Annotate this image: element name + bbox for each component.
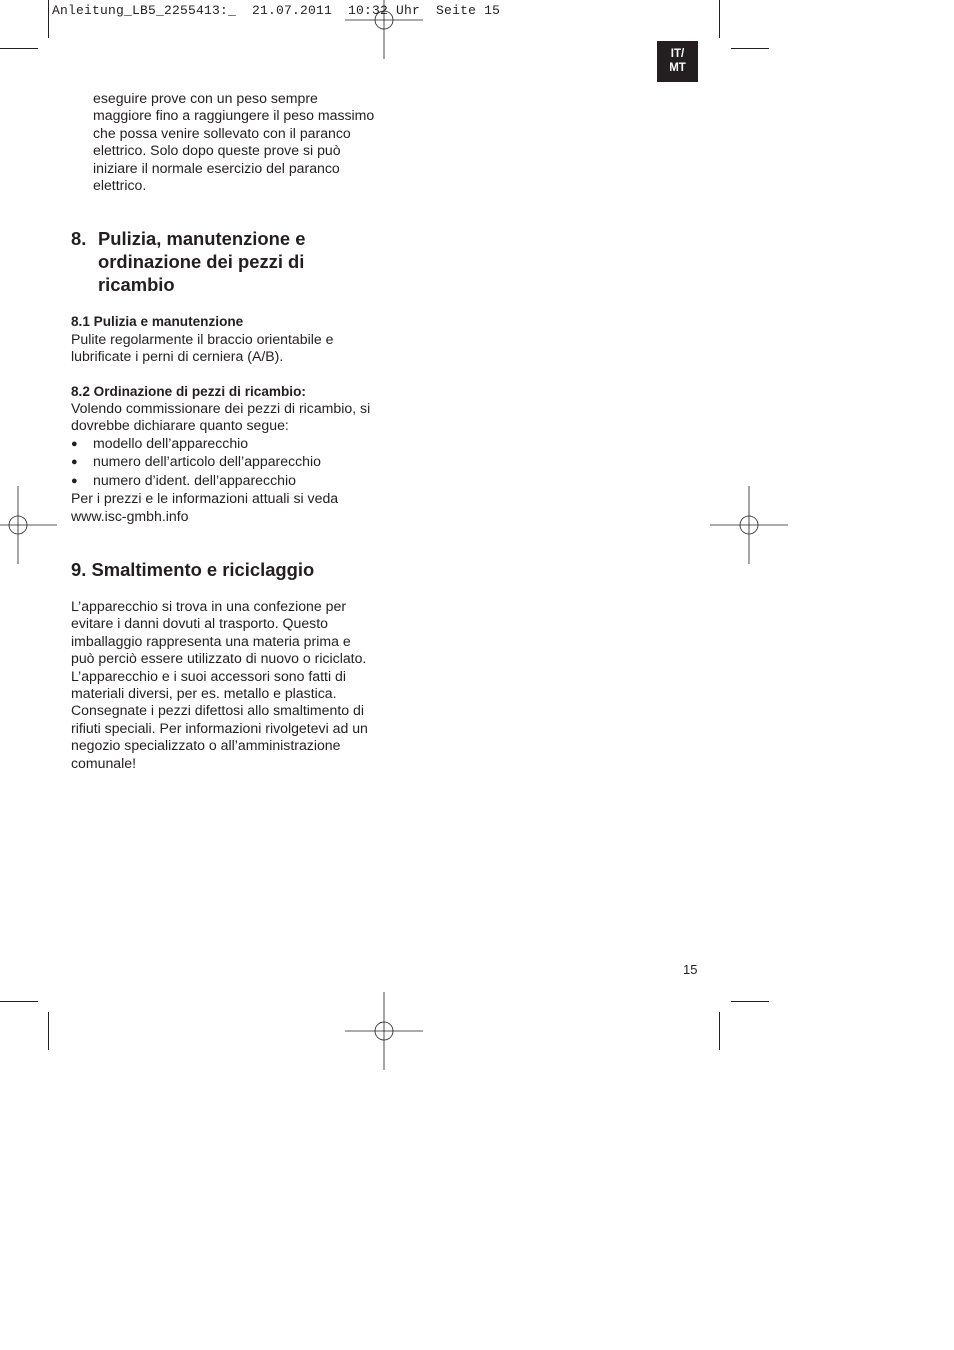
subsection-8-2-heading: 8.2 Ordinazione di pezzi di ricambio: bbox=[71, 383, 306, 399]
intro-paragraph: eseguire prove con un peso sempre maggiore fino a raggiungere il peso massimo che possa venire sollevato con il paranco elettrico. Solo dopo queste prove si può iniziare il normale esercizio del paranco elettrico. bbox=[93, 90, 375, 194]
parts-info-list bbox=[71, 435, 377, 490]
section-9-paragraph-1: L’apparecchio si trova in una confezione per evitare i danni dovuti al trasporto. Questo imballaggio rappresenta una materia prima e può perciò essere utilizzato di nuovo o riciclato. bbox=[71, 597, 367, 667]
registration-mark-right bbox=[710, 486, 788, 564]
language-tab-line1: IT/ bbox=[670, 48, 685, 60]
section-8-number: 8. bbox=[71, 228, 87, 250]
language-tab bbox=[657, 41, 698, 82]
language-tab-line2: MT bbox=[669, 61, 686, 74]
crop-mark-top-right-horizontal bbox=[731, 48, 769, 49]
bullet-icon: ● bbox=[71, 456, 78, 469]
crop-mark-top-right-vertical bbox=[719, 0, 720, 38]
registration-mark-left bbox=[0, 486, 57, 564]
list-item bbox=[71, 435, 377, 453]
page-number: 15 bbox=[683, 962, 698, 977]
subsection-8-1-heading: 8.1 Pulizia e manutenzione bbox=[71, 314, 244, 330]
list-item-text: numero dell’articolo dell’apparecchio bbox=[93, 453, 321, 470]
parts-info-closing: Per i prezzi e le informazioni attuali si veda www.isc-gmbh.info bbox=[71, 490, 339, 524]
subsection-8-1-text: Pulite regolarmente il braccio orientabile e lubrificate i perni di cerniera (A/B). bbox=[71, 330, 334, 365]
list-item-text: modello dell’apparecchio bbox=[93, 434, 249, 451]
print-header: Anleitung_LB5_2255413:_ 21.07.2011 10:32 Uhr Seite 15 bbox=[52, 3, 501, 18]
list-item bbox=[71, 453, 377, 471]
registration-mark-bottom bbox=[345, 992, 423, 1070]
crop-mark-bottom-left-vertical bbox=[48, 1012, 49, 1050]
text-column bbox=[71, 90, 377, 772]
crop-mark-top-left-horizontal bbox=[0, 48, 38, 49]
list-item bbox=[71, 472, 377, 490]
crop-mark-bottom-right-horizontal bbox=[731, 1001, 769, 1002]
list-item-text: numero d’ident. dell’apparecchio bbox=[93, 471, 296, 488]
section-9-paragraph-2: L’apparecchio e i suoi accessori sono fatti di materiali diversi, per es. metallo e plastica. Consegnate i pezzi difettosi allo smaltimento di rifiuti speciali. Per informazioni rivolgetevi ad un negozio specializzato o all’amministrazione comunale! bbox=[71, 667, 368, 771]
subsection-8-2-text: Volendo commissionare dei pezzi di ricambio, si dovrebbe dichiarare quanto segue: bbox=[71, 400, 371, 434]
bullet-icon: ● bbox=[71, 474, 78, 487]
crop-mark-top-left-vertical bbox=[48, 0, 49, 38]
crop-mark-bottom-right-vertical bbox=[719, 1012, 720, 1050]
section-9-heading: 9. Smaltimento e riciclaggio bbox=[71, 558, 315, 580]
section-8-title: Pulizia, manutenzione e ordinazione dei pezzi di ricambio bbox=[98, 228, 306, 296]
section-8-heading bbox=[71, 227, 377, 296]
crop-mark-bottom-left-horizontal bbox=[0, 1001, 38, 1002]
bullet-icon: ● bbox=[71, 437, 78, 450]
